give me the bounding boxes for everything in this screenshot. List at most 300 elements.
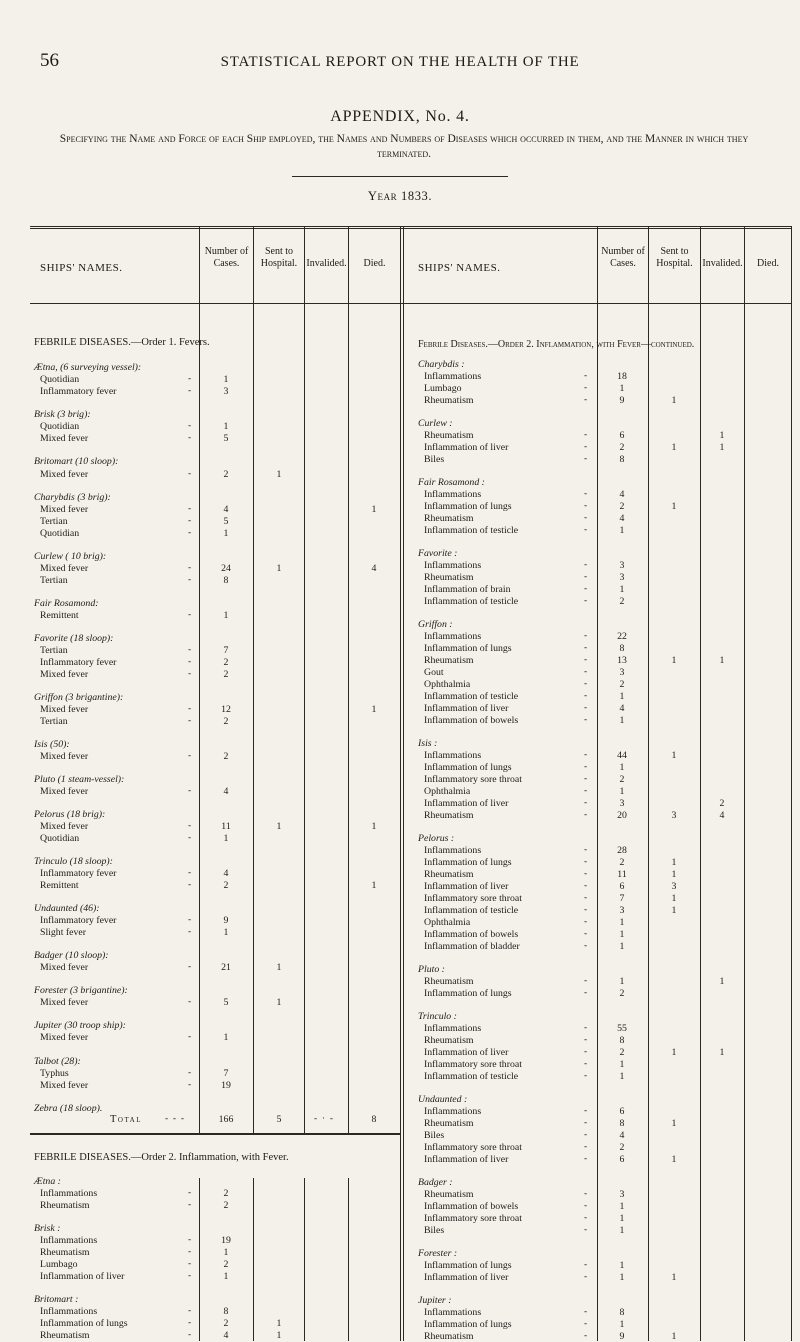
disease-row (0, 941, 800, 952)
cases-value: 2 (619, 774, 625, 785)
disease-row (0, 1213, 800, 1224)
leader-dash: - (188, 1330, 192, 1340)
invalided-value: 2 (719, 798, 725, 809)
ship-row (0, 738, 800, 749)
disease-name: Lumbago (424, 383, 462, 394)
cases-value: 1 (619, 383, 625, 394)
ship-name: Trinculo (18 sloop): (34, 856, 113, 867)
disease-name: Tertian (40, 516, 68, 527)
disease-row (0, 810, 800, 821)
leader-dash: - (188, 1200, 192, 1210)
total-cases: 166 (218, 1114, 234, 1125)
hospital-value: 1 (671, 442, 677, 453)
cases-value: 3 (223, 386, 229, 397)
disease-name: Rheumatism (424, 513, 474, 524)
disease-row (0, 572, 800, 583)
col-header-invalided: Invalided. (306, 258, 347, 269)
ship-row (0, 1094, 800, 1105)
cases-value: 1 (619, 976, 625, 987)
hospital-value: 1 (276, 821, 282, 832)
disease-name: Biles (424, 1130, 445, 1141)
disease-row (0, 703, 800, 714)
leader-dash: - (584, 774, 588, 784)
total-hospital: 5 (276, 1114, 282, 1125)
cases-value: 1 (619, 525, 625, 536)
leader-dash: - (188, 386, 192, 396)
ship-name: Ætna : (34, 1176, 61, 1187)
disease-row (0, 905, 800, 916)
cases-value: 1 (619, 1272, 625, 1283)
disease-name: Mixed fever (40, 751, 89, 762)
ship-name: Griffon (3 brigantine): (34, 692, 124, 703)
col-header-died-right: Died. (757, 258, 779, 269)
leader-dash: - (584, 1130, 588, 1140)
cases-value: 2 (223, 1259, 229, 1270)
disease-name: Mixed fever (40, 504, 89, 515)
cases-value: 2 (223, 716, 229, 727)
disease-name: Mixed fever (40, 563, 89, 574)
disease-name: Inflammations (424, 631, 482, 642)
ship-name: Jupiter : (418, 1295, 452, 1306)
cases-value: 9 (223, 915, 229, 926)
cases-value: 2 (223, 880, 229, 891)
disease-name: Mixed fever (40, 704, 89, 715)
cases-value: 21 (221, 962, 231, 973)
disease-name: Tertian (40, 645, 68, 656)
cases-value: 2 (619, 442, 625, 453)
disease-row (0, 869, 800, 880)
hospital-value: 1 (671, 501, 677, 512)
disease-row (0, 667, 800, 678)
disease-row (0, 715, 800, 726)
cases-value: 1 (619, 691, 625, 702)
disease-name: Tertian (40, 575, 68, 586)
section-title-inflammation: FEBRILE DISEASES.—Order 2. Inflammation, with Fever. (34, 1152, 289, 1163)
cases-value: 8 (619, 643, 625, 654)
died-value: 4 (371, 563, 377, 574)
cases-value: 5 (223, 516, 229, 527)
leader-dash: - (584, 1201, 588, 1211)
hospital-value: 1 (671, 1118, 677, 1129)
cases-value: 2 (223, 1318, 229, 1329)
leader-dash: - (188, 1068, 192, 1078)
cases-value: 2 (223, 657, 229, 668)
leader-dash: - (584, 643, 588, 653)
disease-name: Inflammations (40, 1188, 98, 1199)
disease-name: Inflammatory sore throat (424, 893, 522, 904)
cases-value: 8 (223, 1306, 229, 1317)
cases-value: 2 (619, 679, 625, 690)
cases-value: 1 (619, 762, 625, 773)
disease-name: Mixed fever (40, 786, 89, 797)
disease-row (0, 679, 800, 690)
ship-name: Ætna, (6 surveying vessel): (34, 362, 142, 373)
cases-value: 8 (619, 454, 625, 465)
disease-name: Inflammations (40, 1306, 98, 1317)
leader-dash: - (584, 525, 588, 535)
cases-value: 22 (617, 631, 627, 642)
leader-dash: - (584, 371, 588, 381)
leader-dash: - (188, 997, 192, 1007)
disease-name: Tertian (40, 716, 68, 727)
disease-name: Rheumatism (424, 976, 474, 987)
disease-row (0, 525, 800, 536)
invalided-value: 4 (719, 810, 725, 821)
disease-name: Mixed fever (40, 997, 89, 1008)
ship-name: Fair Rosamond : (418, 477, 485, 488)
cases-value: 2 (619, 596, 625, 607)
cases-value: 6 (619, 1106, 625, 1117)
disease-name: Inflammatory sore throat (424, 1213, 522, 1224)
cases-value: 4 (223, 786, 229, 797)
cases-value: 1 (223, 1247, 229, 1258)
leader-dash: - (188, 704, 192, 714)
disease-name: Inflammatory fever (40, 657, 117, 668)
col-header-cases: Number of Cases. (204, 246, 249, 269)
leader-dash: - (188, 962, 192, 972)
leader-dash: - (584, 1331, 588, 1341)
disease-row (0, 1225, 800, 1236)
ship-name: Pelorus (18 brig): (34, 809, 106, 820)
disease-name: Gout (424, 667, 444, 678)
disease-row (0, 1307, 800, 1318)
leader-dash: - (584, 1213, 588, 1223)
disease-name: Inflammation of lungs (424, 1319, 512, 1330)
ship-name: Badger (10 sloop): (34, 950, 109, 961)
disease-name: Biles (424, 454, 445, 465)
disease-name: Ophthalmia (424, 679, 471, 690)
disease-row (0, 1047, 800, 1058)
disease-name: Mixed fever (40, 433, 89, 444)
cases-value: 2 (223, 669, 229, 680)
disease-row (0, 1260, 800, 1271)
ship-row (0, 619, 800, 630)
leader-dash: - (584, 1307, 588, 1317)
disease-name: Inflammation of lungs (424, 762, 512, 773)
cases-value: 1 (223, 833, 229, 844)
ship-name: Pelorus : (418, 833, 455, 844)
leader-dash: - (188, 915, 192, 925)
hospital-value: 1 (671, 1272, 677, 1283)
disease-row (0, 631, 800, 642)
hospital-value: 1 (276, 1330, 282, 1341)
disease-row (0, 821, 400, 832)
disease-row (0, 929, 800, 940)
ship-name: Britomart : (34, 1294, 79, 1305)
ship-name: Charybdis : (418, 359, 465, 370)
cases-value: 44 (617, 750, 627, 761)
disease-name: Inflammation of testicle (424, 525, 519, 536)
cases-value: 5 (223, 997, 229, 1008)
disease-name: Inflammations (40, 1235, 98, 1246)
leader-dash: - (584, 905, 588, 915)
ship-name: Curlew : (418, 418, 453, 429)
leader-dash: - (188, 880, 192, 890)
disease-name: Inflammation of liver (424, 1272, 509, 1283)
disease-row (0, 1331, 800, 1342)
table-top-rule (30, 226, 792, 227)
section-title-continued: Febrile Diseases.—Order 2. Inflammation, with Fever—continued. (418, 339, 695, 350)
ship-name: Isis (50): (34, 739, 70, 750)
leader-dash: - (584, 501, 588, 511)
invalided-value: 1 (719, 976, 725, 987)
disease-name: Typhus (40, 1068, 69, 1079)
disease-row (0, 845, 800, 856)
col-header-cases-right: Number of Cases. (601, 246, 645, 269)
died-value: 1 (371, 504, 377, 515)
ship-name: Fair Rosamond: (34, 598, 99, 609)
cases-value: 7 (223, 1068, 229, 1079)
leader-dash: - (584, 430, 588, 440)
invalided-value: 1 (719, 655, 725, 666)
leader-dash: - (584, 572, 588, 582)
disease-row (0, 1319, 800, 1330)
leader-dash: - (584, 857, 588, 867)
leader-dash: - (188, 575, 192, 585)
cases-value: 1 (223, 374, 229, 385)
leader-dash: - (188, 716, 192, 726)
ship-name: Brisk (3 brig): (34, 409, 91, 420)
disease-name: Inflammation of liver (40, 1271, 125, 1282)
hospital-value: 1 (276, 563, 282, 574)
hospital-value: 3 (671, 810, 677, 821)
leader-dash: - (188, 786, 192, 796)
disease-name: Rheumatism (424, 1118, 474, 1129)
leader-dash: - (188, 821, 192, 831)
cases-value: 18 (617, 371, 627, 382)
disease-row (0, 1035, 800, 1046)
cases-value: 1 (619, 1201, 625, 1212)
ship-name: Isis : (418, 738, 438, 749)
appendix-title: APPENDIX, No. 4. (330, 108, 470, 125)
cases-value: 5 (223, 433, 229, 444)
leader-dash: - (188, 927, 192, 937)
leader-dash: - (188, 1080, 192, 1090)
cases-value: 4 (223, 504, 229, 515)
cases-value: 7 (619, 893, 625, 904)
cases-value: 1 (619, 1213, 625, 1224)
disease-name: Rheumatism (424, 572, 474, 583)
cases-value: 1 (619, 917, 625, 928)
hospital-value: 1 (276, 469, 282, 480)
cases-value: 11 (221, 821, 231, 832)
disease-name: Mixed fever (40, 821, 89, 832)
leader-dash: - (188, 669, 192, 679)
leader-dash: - (188, 868, 192, 878)
leader-dash: - (188, 1188, 192, 1198)
cases-value: 1 (619, 715, 625, 726)
cases-value: 19 (221, 1235, 231, 1246)
disease-row (0, 917, 800, 928)
disease-row (0, 1189, 800, 1200)
leader-dash: - (188, 528, 192, 538)
invalided-value: 1 (719, 430, 725, 441)
leader-dash: - (584, 1071, 588, 1081)
cases-value: 2 (619, 988, 625, 999)
disease-name: Lumbago (40, 1259, 78, 1270)
disease-name: Inflammations (424, 1307, 482, 1318)
cases-value: 12 (221, 704, 231, 715)
hospital-value: 1 (671, 905, 677, 916)
died-value: 1 (371, 704, 377, 715)
disease-name: Inflammation of liver (424, 881, 509, 892)
disease-row (0, 501, 800, 512)
leader-dash: - (188, 833, 192, 843)
leader-dash: - (584, 383, 588, 393)
cases-value: 8 (223, 575, 229, 586)
disease-name: Remittent (40, 880, 79, 891)
leader-dash: - (188, 1032, 192, 1042)
cases-value: 1 (223, 528, 229, 539)
total-died: 8 (371, 1114, 377, 1125)
ship-name: Britomart (10 sloop): (34, 456, 119, 467)
disease-row (0, 1059, 800, 1070)
disease-row (0, 1201, 800, 1212)
disease-row (0, 655, 800, 666)
disease-name: Inflammation of liver (424, 798, 509, 809)
cases-value: 4 (619, 703, 625, 714)
leader-dash: - (584, 869, 588, 879)
leader-dash: - (584, 893, 588, 903)
cases-value: 2 (223, 469, 229, 480)
disease-name: Inflammation of lungs (424, 501, 512, 512)
hospital-value: 1 (671, 395, 677, 406)
disease-name: Inflammations (424, 750, 482, 761)
leader-dash: - (584, 1059, 588, 1069)
cases-value: 1 (223, 421, 229, 432)
disease-name: Ophthalmia (424, 917, 471, 928)
hospital-value: 1 (671, 1331, 677, 1342)
died-value: 1 (371, 880, 377, 891)
disease-name: Rheumatism (424, 1189, 474, 1200)
disease-row (0, 750, 800, 761)
hospital-value: 1 (671, 655, 677, 666)
disease-name: Rheumatism (424, 430, 474, 441)
ship-name: Talbot (28): (34, 1056, 81, 1067)
disease-name: Inflammation of liver (424, 1047, 509, 1058)
running-header: STATISTICAL REPORT ON THE HEALTH OF THE (220, 54, 580, 70)
leader-dash: - (584, 703, 588, 713)
leader-dash: - (188, 374, 192, 384)
cases-value: 2 (619, 1142, 625, 1153)
cases-value: 28 (617, 845, 627, 856)
disease-name: Rheumatism (40, 1330, 90, 1341)
ship-row (0, 359, 800, 370)
leader-dash: - (188, 469, 192, 479)
leader-dash: - (188, 1271, 192, 1281)
ship-name: Undaunted (46): (34, 903, 100, 914)
disease-name: Inflammation of lungs (424, 988, 512, 999)
ship-name: Griffon : (418, 619, 453, 630)
ship-row (0, 1011, 800, 1022)
disease-name: Inflammatory fever (40, 386, 117, 397)
disease-name: Quotidian (40, 833, 80, 844)
cases-value: 4 (619, 1130, 625, 1141)
disease-name: Inflammatory fever (40, 915, 117, 926)
invalided-value: 1 (719, 1047, 725, 1058)
leader-dash: - (188, 1259, 192, 1269)
leader-dashes: - - - (165, 1114, 184, 1124)
cases-value: 3 (619, 905, 625, 916)
cases-value: 1 (619, 1225, 625, 1236)
cases-value: 6 (619, 430, 625, 441)
leader-dash: - (584, 798, 588, 808)
hospital-value: 3 (671, 881, 677, 892)
leader-dash: - (584, 454, 588, 464)
disease-name: Mixed fever (40, 669, 89, 680)
col-header-hospital: Sent to Hospital. (260, 246, 298, 269)
ship-row (0, 964, 800, 975)
cases-value: 8 (619, 1307, 625, 1318)
leader-dash: - (584, 584, 588, 594)
disease-row (0, 383, 800, 394)
disease-row (0, 489, 800, 500)
leader-dash: - (584, 917, 588, 927)
leader-dash: - (584, 786, 588, 796)
disease-row (0, 395, 800, 406)
disease-name: Rheumatism (424, 395, 474, 406)
cases-value: 3 (619, 572, 625, 583)
cases-value: 2 (619, 1047, 625, 1058)
cases-value: 3 (619, 1189, 625, 1200)
leader-dash: - (584, 1189, 588, 1199)
disease-name: Inflammations (424, 560, 482, 571)
leader-dash: - (584, 1106, 588, 1116)
ship-row (0, 418, 800, 429)
leader-dash: - (584, 1154, 588, 1164)
leader-dash: - (584, 1272, 588, 1282)
disease-name: Rheumatism (40, 1247, 90, 1258)
disease-row (0, 798, 800, 809)
hospital-value: 1 (671, 857, 677, 868)
disease-name: Rheumatism (424, 869, 474, 880)
cases-value: 8 (619, 1035, 625, 1046)
disease-row (0, 988, 800, 999)
leader-dash: - (188, 433, 192, 443)
leader-dash: - (188, 751, 192, 761)
leader-dash: - (584, 1118, 588, 1128)
disease-row (0, 1118, 800, 1129)
leader-dash: - (584, 560, 588, 570)
disease-name: Inflammations (424, 845, 482, 856)
disease-name: Inflammations (424, 489, 482, 500)
cases-value: 20 (617, 810, 627, 821)
hospital-value: 1 (671, 750, 677, 761)
disease-name: Inflammations (424, 1106, 482, 1117)
disease-name: Inflammation of liver (424, 1154, 509, 1165)
disease-name: Inflammatory sore throat (424, 1059, 522, 1070)
cases-value: 19 (221, 1080, 231, 1091)
leader-dash: - (584, 976, 588, 986)
short-rule (292, 176, 508, 177)
ship-name: Jupiter (30 troop ship): (34, 1020, 126, 1031)
leader-dashes: - · - (314, 1114, 333, 1124)
disease-name: Inflammation of testicle (424, 691, 519, 702)
leader-dash: - (188, 504, 192, 514)
cases-value: 2 (619, 501, 625, 512)
disease-name: Mixed fever (40, 1032, 89, 1043)
hospital-value: 1 (671, 869, 677, 880)
leader-dash: - (584, 1035, 588, 1045)
leader-dash: - (188, 1235, 192, 1245)
disease-row (0, 1071, 800, 1082)
cases-value: 2 (223, 1200, 229, 1211)
cases-value: 4 (223, 1330, 229, 1341)
cases-value: 3 (619, 798, 625, 809)
leader-dash: - (188, 563, 192, 573)
leader-dash: - (584, 762, 588, 772)
cases-value: 4 (223, 868, 229, 879)
